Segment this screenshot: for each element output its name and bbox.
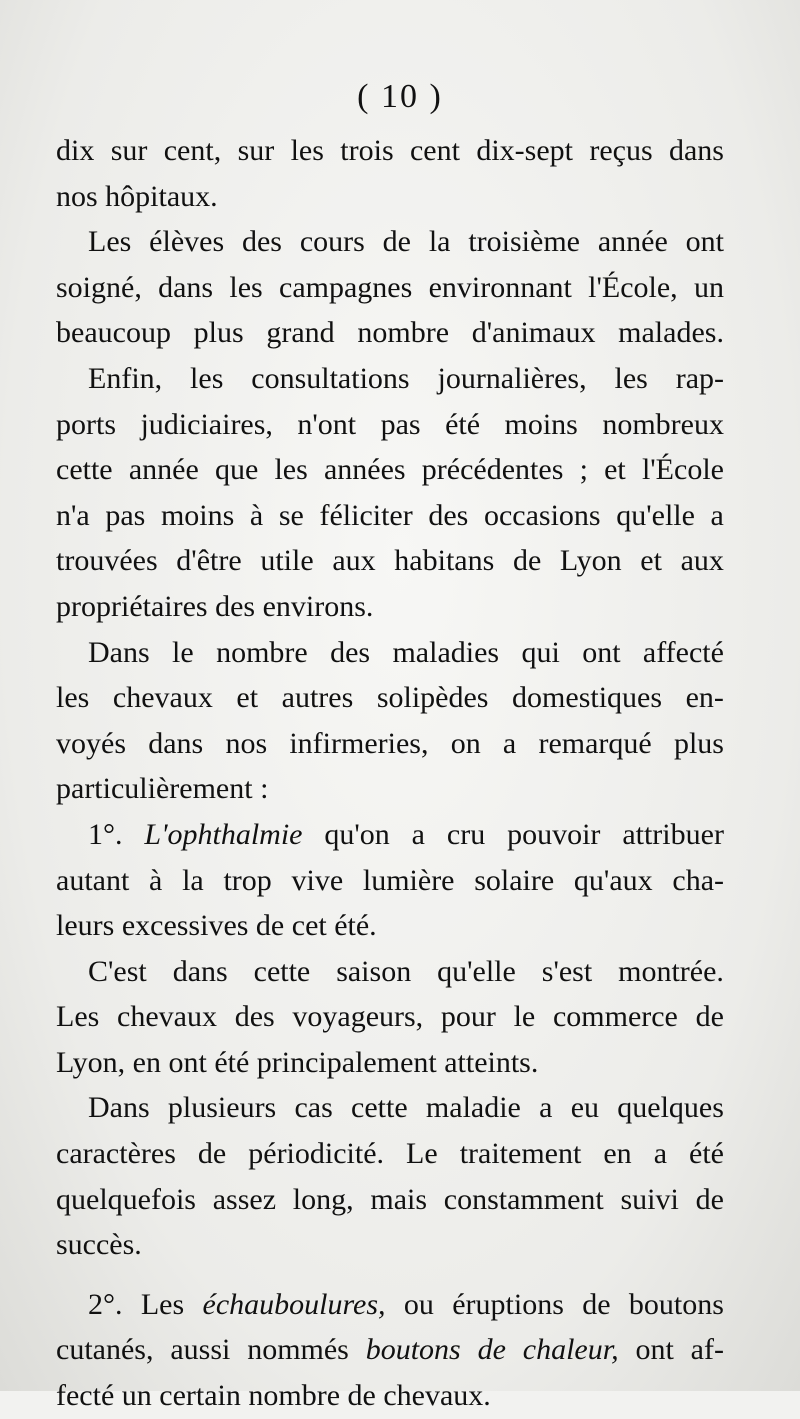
text-line: C'est dans cette saison qu'elle s'est montrée. xyxy=(88,954,724,988)
text-line: caractères de périodicité. Le traitement en a été xyxy=(56,1137,724,1171)
text-line: autant à la trop vive lumière solaire qu'aux cha- xyxy=(56,863,724,897)
text-line: voyés dans nos infirmeries, on a remarqué plus xyxy=(56,726,724,760)
text-line: trouvées d'être utile aux habitans de Lyon et aux xyxy=(56,544,724,578)
text-line: 2°. Les échauboulures, ou éruptions de boutons xyxy=(88,1287,724,1321)
text-line: les chevaux et autres solipèdes domestiques en- xyxy=(56,681,724,715)
text-line: Dans plusieurs cas cette maladie a eu quelques xyxy=(88,1091,724,1125)
text-line: beaucoup plus grand nombre d'animaux malades. xyxy=(56,316,724,350)
text-line: Les chevaux des voyageurs, pour le commerce de xyxy=(56,1000,724,1034)
page-number: ( 10 ) xyxy=(357,78,443,115)
text-line: Enfin, les consultations journalières, les rap- xyxy=(88,361,724,395)
text-line: fecté un certain nombre de chevaux. xyxy=(56,1379,491,1413)
text-line: succès. xyxy=(56,1228,142,1262)
body-text xyxy=(56,128,724,1419)
text-line: ports judiciaires, n'ont pas été moins nombreux xyxy=(56,407,724,441)
text-line: Les élèves des cours de la troisième année ont xyxy=(88,225,724,259)
text-line: propriétaires des environs. xyxy=(56,589,374,623)
text-line: quelquefois assez long, mais constamment suivi de xyxy=(56,1182,724,1216)
text-line: Lyon, en ont été principalement atteints. xyxy=(56,1045,539,1079)
text-line: cette année que les années précédentes ; et l'École xyxy=(56,453,724,487)
text-line: dix sur cent, sur les trois cent dix-sept reçus dans xyxy=(56,134,724,167)
text-line: cutanés, aussi nommés boutons de chaleur, ont af- xyxy=(56,1333,724,1367)
text-line: nos hôpitaux. xyxy=(56,179,218,213)
text-line: soigné, dans les campagnes environnant l'École, un xyxy=(56,270,724,304)
text-line: Dans le nombre des maladies qui ont affecté xyxy=(88,635,724,669)
text-line: leurs excessives de cet été. xyxy=(56,909,377,943)
text-line: 1°. L'ophthalmie qu'on a cru pouvoir attribuer xyxy=(88,817,724,851)
text-line: n'a pas moins à se féliciter des occasions qu'elle a xyxy=(56,498,724,532)
text-line: particulièrement : xyxy=(56,772,269,806)
